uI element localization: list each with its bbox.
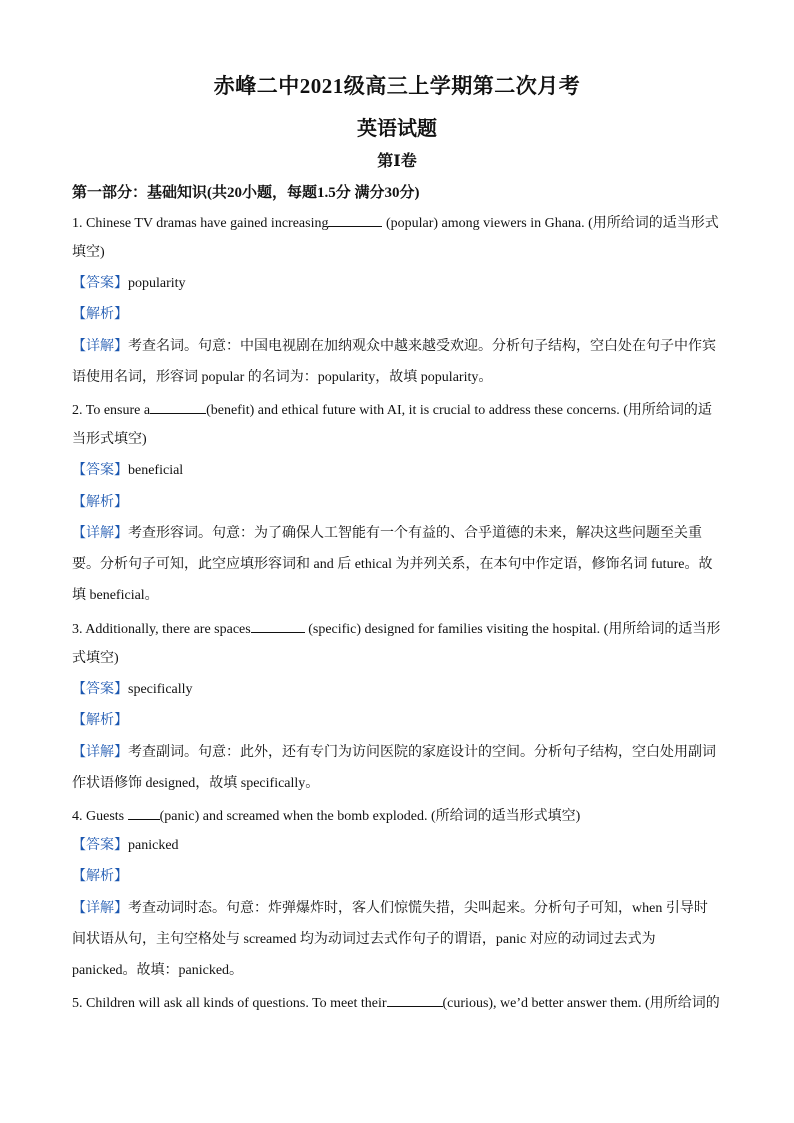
- question-4-detail-cont: 间状语从句，主句空格处与 screamed 均为动词过去式作句子的谓语，panic 对应的动词过去式为: [72, 932, 656, 947]
- volume-label: 第Ⅰ卷: [377, 153, 417, 170]
- question-3-analysis: 【解析】: [72, 713, 128, 728]
- question-2-detail-cont-2: 填 beneficial。: [72, 588, 159, 603]
- question-1-stem: 1. Chinese TV dramas have gained increasing (popular) among viewers in Ghana. (用所给词的适当形式: [72, 213, 724, 233]
- question-4-detail-cont-2: panicked。故填：panicked。: [72, 963, 244, 978]
- subject-title: 英语试题: [357, 118, 437, 140]
- question-4-analysis: 【解析】: [72, 869, 128, 884]
- answer-blank: [387, 993, 443, 1007]
- question-2-detail-cont: 要。分析句子可知，此空应填形容词和 and 后 ethical 为并列关系，在本句中作定语，修饰名词 future。故: [72, 557, 713, 572]
- question-4-detail: 【详解】考查动词时态。句意：炸弹爆炸时，客人们惊慌失措，尖叫起来。分析句子可知，when 引导时: [72, 901, 708, 916]
- question-3-answer: 【答案】specifically: [72, 682, 193, 697]
- question-4-answer: 【答案】panicked: [72, 838, 179, 853]
- question-2-analysis: 【解析】: [72, 495, 128, 510]
- answer-blank: [251, 619, 305, 633]
- question-3-detail-cont: 作状语修饰 designed，故填 specifically。: [72, 776, 320, 791]
- question-2-stem: 2. To ensure a (benefit) and ethical future with AI, it is crucial to address these concerns. (用所给词的适: [72, 400, 724, 420]
- answer-blank: [128, 806, 160, 820]
- question-5-stem: 5. Children will ask all kinds of questions. To meet their (curious), we’d better answer them. (用所给词的: [72, 993, 724, 1013]
- question-3-stem: 3. Additionally, there are spaces (specific) designed for families visiting the hospital. (用所给词的适当形: [72, 619, 724, 639]
- question-1-detail: 【详解】考查名词。句意：中国电视剧在加纳观众中越来越受欢迎。分析句子结构，空白处在句子中作宾: [72, 339, 716, 354]
- question-2-detail: 【详解】考查形容词。句意：为了确保人工智能有一个有益的、合乎道德的未来，解决这些问题至关重: [72, 526, 702, 541]
- question-3-detail: 【详解】考查副词。句意：此外，还有专门为访问医院的家庭设计的空间。分析句子结构，空白处用副词: [72, 745, 716, 760]
- question-2-answer: 【答案】beneficial: [72, 463, 184, 478]
- question-2-stem-cont: 当形式填空): [72, 432, 147, 447]
- answer-blank: [150, 400, 206, 414]
- question-1-detail-cont: 语使用名词，形容词 popular 的名词为：popularity，故填 popularity。: [72, 370, 493, 385]
- question-1-analysis: 【解析】: [72, 307, 128, 322]
- question-1-answer: 【答案】popularity: [72, 276, 186, 291]
- section-heading: 第一部分：基础知识(共20小题，每题1.5分 满分30分): [72, 185, 420, 201]
- question-4-stem: 4. Guests (panic) and screamed when the bomb exploded. (所给词的适当形式填空): [72, 806, 724, 826]
- question-1-stem-cont: 填空): [72, 245, 105, 260]
- exam-title: 赤峰二中2021级高三上学期第二次月考: [213, 74, 581, 98]
- answer-blank: [328, 213, 382, 227]
- question-3-stem-cont: 式填空): [72, 651, 119, 666]
